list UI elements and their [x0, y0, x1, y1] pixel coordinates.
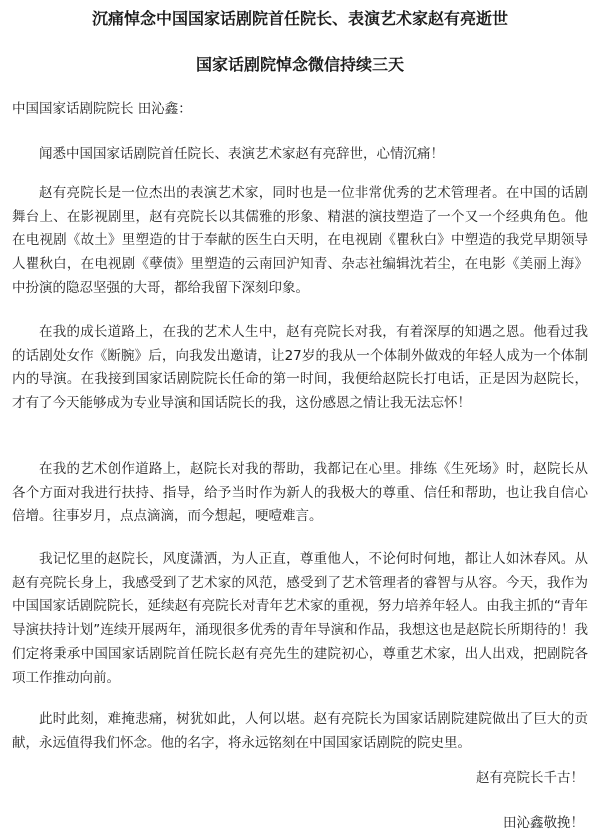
article-subtitle: 国家话剧院悼念微信持续三天: [195, 55, 404, 74]
letter-paragraph: 我记忆里的赵院长，风度潇洒，为人正直，尊重他人，不论何时何地，都让人如沐春风。从赵有亮院长身上，我感受到了艺术家的风范，感受到了艺术管理者的睿智与从容。今天，我作为中国国家话剧院院长，延续赵有亮院长对青年艺术家的重视，努力培养年轻人。由我主抓的“青年导演扶持计划”连续开展两年，涌现很多优秀的青年导演和作品，我想这也是赵院长所期待的！我们定将秉承中国国家话剧院首任院长赵有亮先生的建院初心，尊重艺术家，出人出戏，把剧院各项工作推动向前。: [12, 551, 588, 686]
letter-paragraph: 在我的艺术创作道路上，赵院长对我的帮助，我都记在心里。排练《生死场》时，赵院长从各个方面对我进行扶持、指导，给予当时作为新人的我极大的尊重、信任和帮助，也让我自信心倍增。往事岁月，点点滴滴，而今想起，哽噎难言。: [12, 461, 588, 525]
article-title: 沉痛悼念中国国家话剧院首任院长、表演艺术家赵有亮逝世: [91, 9, 508, 28]
letter-signature: 田沁鑫敬挽！: [503, 815, 584, 831]
letter-closing-tribute: 赵有亮院长千古！: [476, 770, 584, 786]
letter-paragraph: 此时此刻，难掩悲痛，树犹如此，人何以堪。赵有亮院长为国家话剧院建院做出了巨大的贡献，永远值得我们怀念。他的名字，将永远铭刻在中国国家话剧院的院史里。: [12, 711, 588, 751]
letter-paragraph: 闻悉中国国家话剧院首任院长、表演艺术家赵有亮辞世，心情沉痛！: [39, 146, 444, 162]
letter-salutation: 中国国家话剧院院长 田沁鑫：: [12, 101, 192, 117]
letter-paragraph: 赵有亮院长是一位杰出的表演艺术家，同时也是一位非常优秀的艺术管理者。在中国的话剧舞台上、在影视剧里，赵有亮院长以其儒雅的形象、精湛的演技塑造了一个又一个经典角色。他在电视剧《故土》里塑造的甘于奉献的医生白天明，在电视剧《瞿秋白》中塑造的我党早期领导人瞿秋白，在电视剧《孽债》里塑造的云南回沪知青、杂志社编辑沈若尘，在电影《美丽上海》中扮演的隐忍坚强的大哥，都给我留下深刻印象。: [12, 185, 588, 296]
letter-paragraph: 在我的成长道路上，在我的艺术人生中，赵有亮院长对我，有着深厚的知遇之恩。他看过我的话剧处女作《断腕》后，向我发出邀请，让27岁的我从一个体制外做戏的年轻人成为一个体制内的导演。在我接到国家话剧院院长任命的第一时间，我便给赵院长打电话，正是因为赵院长，才有了今天能够成为专业导演和国话院长的我，这份感恩之情让我无法忘怀！: [12, 324, 588, 412]
